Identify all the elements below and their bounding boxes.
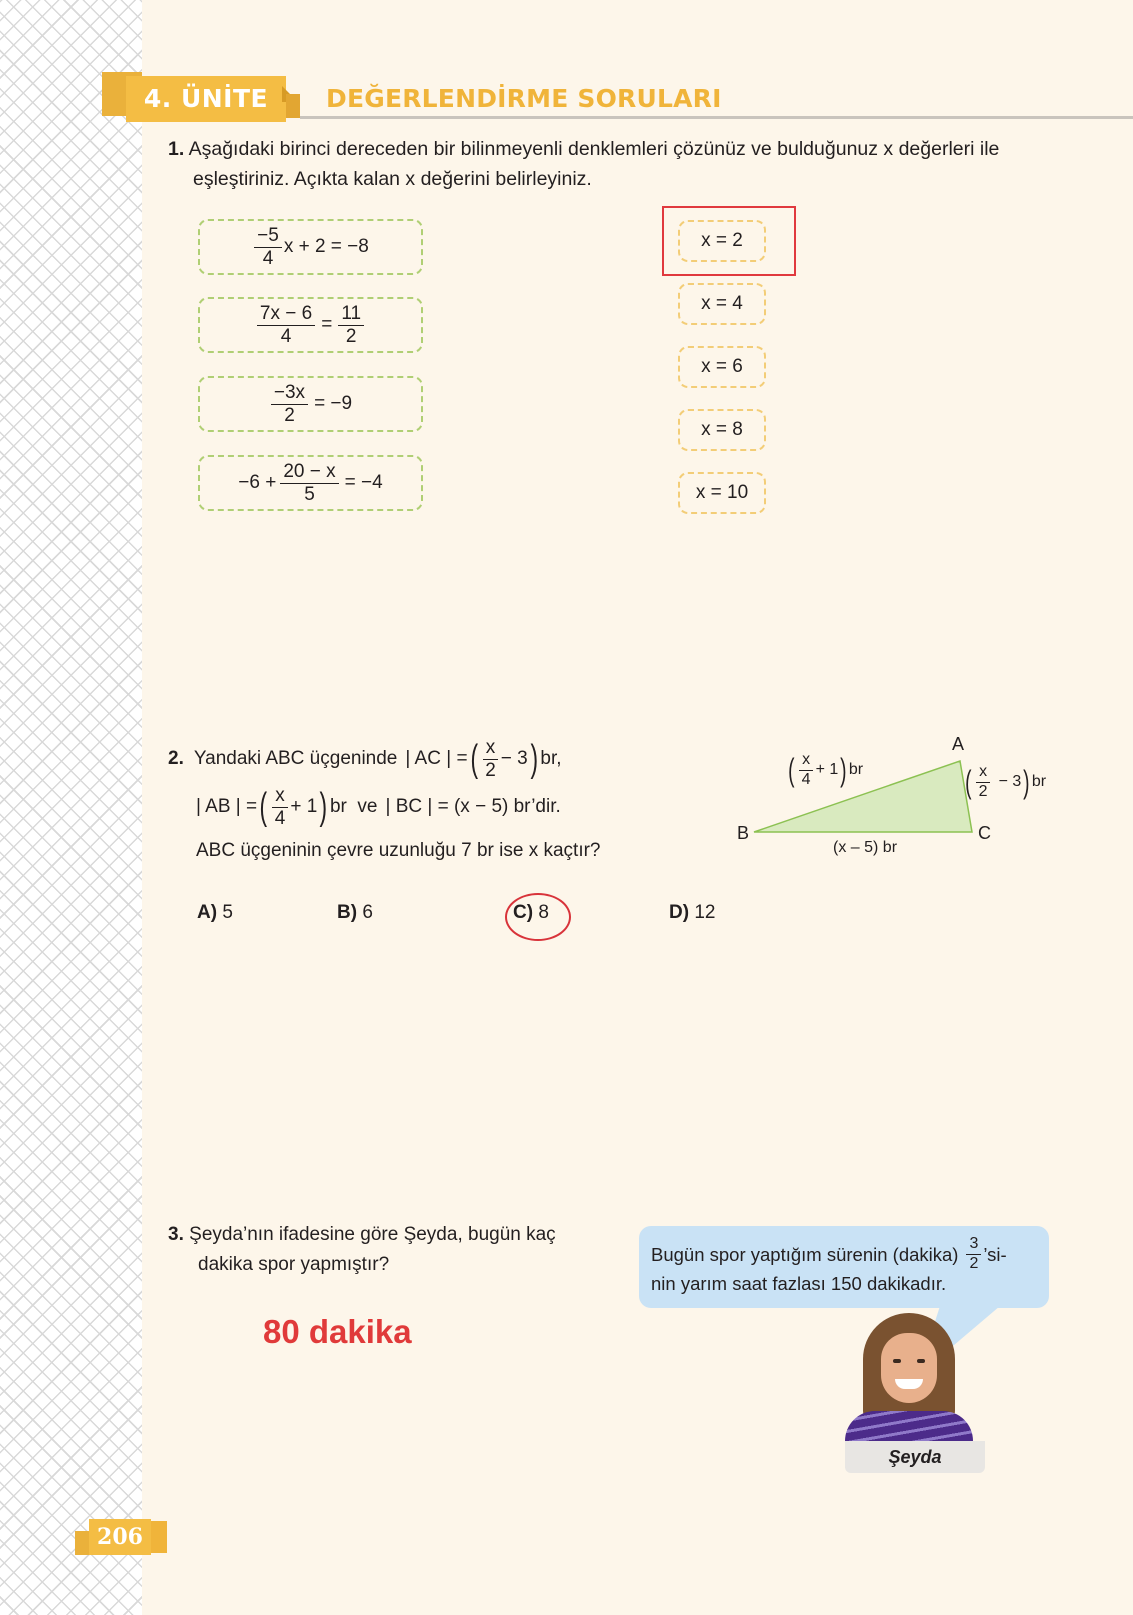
side-unit: br [848,761,864,779]
eye-icon [893,1359,901,1363]
answer-box-4[interactable]: x = 8 [678,409,766,451]
frac-num: 7x − 6 [257,304,315,326]
q1-text-line2: eşleştiriniz. Açıkta kalan x değerini belirleyiniz. [193,168,592,190]
choice-letter: C) [513,902,534,923]
side-rest: − 3 [998,773,1022,791]
fraction [254,226,282,269]
choice-a[interactable] [197,902,233,924]
unit-label: 4. ÜNİTE [126,76,286,122]
bubble-text1: Bugün spor yaptığım sürenin (dakika) [651,1244,959,1265]
name-tag: Şeyda [845,1441,985,1473]
eye-icon [917,1359,925,1363]
equation-prefix: −6 + [238,472,277,493]
side-rest: + 1 [815,761,839,779]
page-number-badge [75,1519,167,1555]
frac-num: 20 − x [280,462,338,484]
choice-value: 8 [538,902,549,923]
bc-label: | BC | = (x − 5) br’dir. [385,796,561,818]
frac-num: x [483,738,499,760]
bubble-text2: nin yarım saat fazlası 150 dakikadır. [651,1273,947,1294]
frac-num: x [272,786,288,808]
answer-circle [505,893,571,941]
fraction [966,1236,981,1273]
answer-box-5[interactable]: x = 10 [678,472,766,514]
side-pattern [0,0,142,1615]
handwritten-answer: 80 dakika [263,1313,412,1350]
choice-letter: D) [669,902,690,923]
frac-den: 2 [978,782,988,800]
q2-number: 2. [168,748,184,770]
answer-box-1[interactable]: x = 2 [678,220,766,262]
banner-tail [286,94,300,118]
frac-den: 2 [284,404,295,426]
fraction [799,752,814,789]
choice-value: 5 [222,902,233,923]
side-bc-label: (x – 5) br [833,839,898,856]
q2-line1-text: Yandaki ABC üçgeninde [193,748,398,770]
answer-box-3[interactable]: x = 6 [678,346,766,388]
fraction [338,304,364,347]
left-paren: ( [788,752,795,789]
equation-box-3[interactable] [198,376,423,432]
choice-value: 6 [362,902,373,923]
frac-num: x [799,752,813,771]
face-shape [881,1333,937,1403]
q3-number: 3. [168,1224,184,1245]
q1-number: 1. [168,138,185,160]
plus-one: + 1 [290,796,318,818]
frac-num: −5 [254,226,282,248]
frac-den: 4 [262,247,274,269]
choice-letter: A) [197,902,218,923]
vertex-a: A [952,734,965,754]
fraction [257,304,315,347]
speech-bubble [639,1226,1049,1308]
equals-sign: = [321,314,333,335]
unit-text: br, [540,748,562,770]
vertex-b: B [737,823,750,843]
frac-den: 4 [280,325,292,347]
right-paren: ) [1023,764,1030,801]
fraction [482,738,499,781]
q2-line2 [196,786,561,829]
q3-text-line2: dakika spor yapmıştır? [198,1254,390,1275]
equation-box-2[interactable] [198,297,423,353]
fraction [280,462,338,505]
equation-rest: x + 2 = −8 [283,236,369,257]
bubble-suffix: ’si- [983,1244,1007,1265]
unit-text: br ve [329,796,378,818]
equation-box-1[interactable] [198,219,423,275]
right-paren: ) [840,752,847,789]
ab-label: | AB | = [196,796,258,818]
frac-den: 2 [485,759,496,781]
equation-rest: = −4 [344,472,383,493]
answer-box-2[interactable]: x = 4 [678,283,766,325]
equation-rest: = −9 [314,393,353,414]
choice-value: 12 [694,902,716,923]
q1-prompt [168,134,999,164]
fraction [272,786,289,829]
frac-den: 5 [304,483,315,505]
frac-num: 11 [338,304,364,326]
left-paren: ( [470,738,478,781]
page-number: 206 [89,1519,151,1555]
q2-line1 [168,738,562,781]
section-title: DEĞERLENDİRME SORULARI [326,84,722,113]
frac-den: 4 [274,807,286,829]
frac-den: 2 [969,1255,979,1272]
header-rule [300,116,1133,119]
girl-photo [845,1313,973,1443]
fraction [976,764,991,801]
left-paren: ( [259,786,268,829]
unit-banner [102,72,298,122]
vertex-c: C [978,823,991,843]
bubble-line1 [651,1235,1037,1272]
shirt-shape [845,1411,973,1443]
frac-num: x [976,764,990,783]
frac-den: 4 [801,770,811,788]
q2-line3: ABC üçgeninin çevre uzunluğu 7 br ise x kaçtır? [196,840,601,861]
choice-d[interactable] [669,902,715,924]
q3-prompt [168,1220,613,1250]
side-ab-label [786,752,863,789]
right-paren: ) [530,738,538,781]
equation-box-4[interactable] [198,455,423,511]
fraction [271,383,308,426]
q3-text-line1: Şeyda’nın ifadesine göre Şeyda, bugün kaç [189,1224,556,1245]
side-ac-label [963,764,1046,801]
ac-label: | AC | = [405,748,468,770]
side-unit: br [1031,773,1047,791]
frac-den: 2 [345,325,357,347]
right-paren: ) [319,786,328,829]
frac-num: −3x [271,383,308,405]
choice-b[interactable] [337,902,373,924]
q1-text-line1: Aşağıdaki birinci dereceden bir bilinmeyenli denklemleri çözünüz ve bulduğunuz x değerleri ile [188,138,1000,160]
left-paren: ( [965,764,972,801]
frac-num: 3 [966,1236,981,1255]
choice-letter: B) [337,902,358,923]
minus-three: − 3 [500,748,528,770]
